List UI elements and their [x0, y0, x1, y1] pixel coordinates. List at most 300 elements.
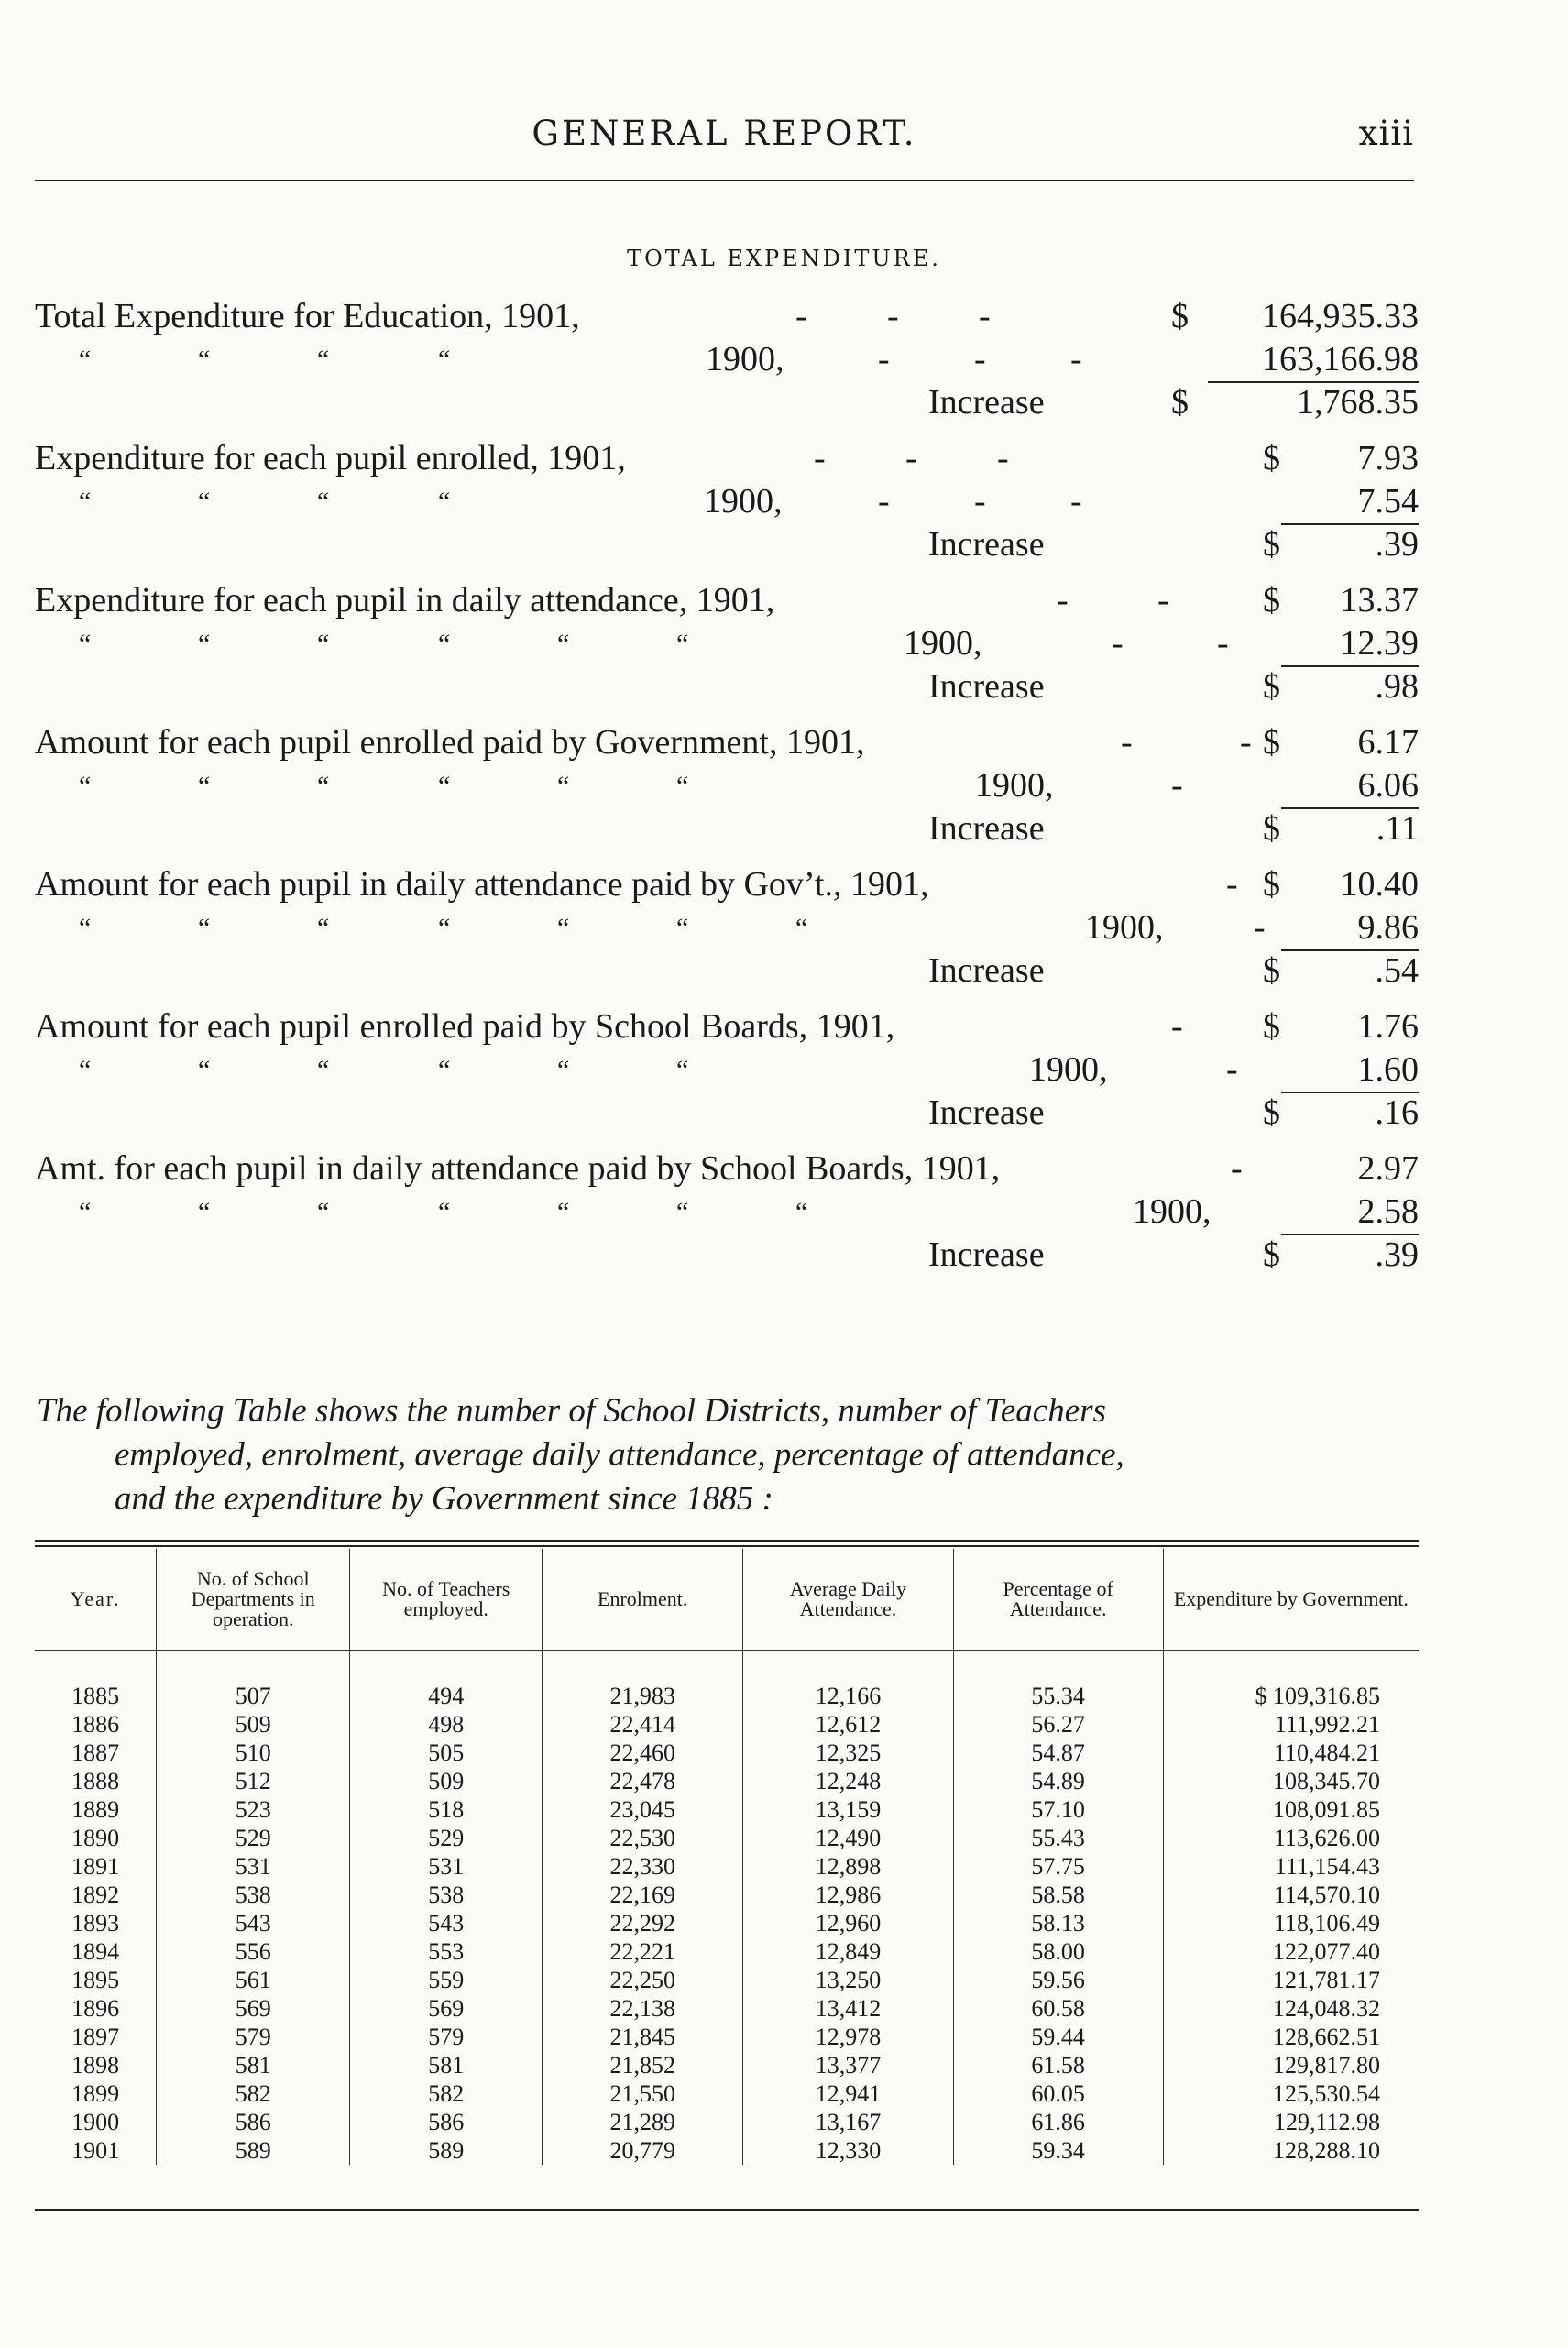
dollar-sign: $ — [1263, 865, 1280, 904]
ditto-mark: “ — [317, 629, 330, 659]
leader-dash: - — [1121, 723, 1133, 762]
leader-dash: - — [979, 297, 991, 335]
table-row — [35, 2023, 1419, 2051]
cell-percentage-attendance: 56.27 — [953, 1710, 1163, 1739]
leader-dash: - — [974, 482, 986, 521]
cell-percentage-attendance: 60.05 — [953, 2079, 1163, 2108]
cell-teachers: 589 — [350, 2136, 543, 2165]
cell-percentage-attendance: 59.34 — [953, 2136, 1163, 2165]
cell-enrolment: 22,250 — [543, 1966, 743, 1994]
increase-label: Increase — [928, 809, 1045, 848]
cell-year: 1896 — [71, 1995, 120, 2022]
leader-dash: - — [1057, 581, 1069, 620]
expenditure-label: Amount for each pupil enrolled paid by School Boards, 1901, — [35, 1007, 895, 1046]
cell-school-departments: 582 — [157, 2079, 350, 2108]
previous-value: 163,166.98 — [1262, 340, 1419, 379]
cell-enrolment: 22,169 — [543, 1881, 743, 1909]
leader-dash: - — [1254, 908, 1266, 947]
cell-teachers: 559 — [350, 1966, 543, 1994]
cell-school-departments: 543 — [157, 1909, 350, 1937]
cell-expenditure: 125,530.54 — [1163, 2079, 1419, 2108]
cell-school-departments: 569 — [157, 1994, 350, 2023]
dollar-sign: $ — [1263, 439, 1280, 477]
increase-label: Increase — [928, 1235, 1045, 1274]
expenditure-row — [35, 721, 1419, 764]
cell-enrolment: 21,550 — [543, 2079, 743, 2108]
cell-expenditure: 114,570.10 — [1163, 1881, 1419, 1909]
dollar-sign: $ — [1263, 809, 1280, 848]
ditto-mark: “ — [317, 345, 330, 375]
increase-label: Increase — [928, 1093, 1045, 1132]
cell-year: 1893 — [71, 1910, 120, 1937]
ditto-mark: “ — [198, 345, 211, 375]
cell-percentage-attendance: 61.86 — [953, 2108, 1163, 2136]
cell-enrolment: 22,330 — [543, 1852, 743, 1881]
ditto-mark: “ — [438, 1197, 451, 1227]
ditto-mark: “ — [557, 1197, 570, 1227]
expenditure-row — [35, 437, 1419, 480]
previous-year: 1900, — [704, 482, 783, 521]
previous-year: 1900, — [904, 624, 982, 663]
cell-percentage-attendance: 60.58 — [953, 1994, 1163, 2023]
cell-teachers: 494 — [350, 1682, 543, 1710]
table-spacer-row — [35, 1651, 1419, 1683]
ditto-mark: “ — [438, 771, 451, 801]
ditto-mark: “ — [795, 913, 808, 943]
cell-expenditure: 129,817.80 — [1163, 2051, 1419, 2079]
cell-enrolment: 22,414 — [543, 1710, 743, 1739]
column-header-school-departments: No. of School Departments in operation. — [157, 1549, 350, 1651]
table-row — [35, 1881, 1419, 1909]
increase-label: Increase — [928, 951, 1045, 990]
dollar-sign: $ — [1263, 1235, 1280, 1274]
ditto-mark: “ — [317, 487, 330, 517]
increase-row — [35, 1092, 1419, 1135]
ditto-mark: “ — [557, 771, 570, 801]
cell-expenditure: 110,484.21 — [1163, 1739, 1419, 1767]
dollar-sign: $ — [1263, 581, 1280, 620]
previous-year: 1900, — [706, 340, 784, 379]
leader-dash: - — [1226, 865, 1238, 904]
expenditure-row — [35, 579, 1419, 622]
cell-school-departments: 531 — [157, 1852, 350, 1881]
cell-year: 1900 — [71, 2109, 120, 2135]
cell-average-attendance: 12,941 — [743, 2079, 953, 2108]
leader-dash: - — [1231, 1149, 1243, 1188]
cell-year: 1898 — [71, 2052, 120, 2079]
table-header-row — [35, 1549, 1419, 1651]
expenditure-prev-row — [35, 480, 1419, 523]
ditto-mark: “ — [198, 1197, 211, 1227]
cell-school-departments: 538 — [157, 1881, 350, 1909]
table-cell — [953, 1651, 1163, 1683]
cell-enrolment: 22,530 — [543, 1824, 743, 1852]
increase-value: .16 — [1375, 1093, 1419, 1132]
ditto-mark: “ — [317, 1197, 330, 1227]
cell-percentage-attendance: 55.34 — [953, 1682, 1163, 1710]
cell-expenditure: 121,781.17 — [1163, 1966, 1419, 1994]
expenditure-label: Amount for each pupil in daily attendance paid by Gov’t., 1901, — [35, 865, 929, 904]
cell-year: 1897 — [71, 2024, 120, 2050]
cell-teachers: 543 — [350, 1909, 543, 1937]
column-header-enrolment: Enrolment. — [543, 1549, 743, 1651]
ditto-mark: “ — [438, 1055, 451, 1085]
cell-percentage-attendance: 57.75 — [953, 1852, 1163, 1881]
increase-label: Increase — [928, 667, 1045, 706]
cell-year: 1888 — [71, 1768, 120, 1794]
ditto-mark: “ — [557, 629, 570, 659]
previous-year: 1900, — [1133, 1192, 1212, 1231]
intro-line: and the expenditure by Government since 1885 : — [115, 1480, 773, 1518]
table-intro — [37, 1389, 1420, 1521]
increase-row — [35, 1234, 1419, 1277]
increase-label: Increase — [928, 525, 1045, 564]
cell-expenditure: 113,626.00 — [1163, 1824, 1419, 1852]
expenditure-value: 13.37 — [1340, 581, 1419, 620]
expenditure-value: 164,935.33 — [1262, 297, 1419, 335]
ditto-mark: “ — [438, 629, 451, 659]
cell-year: 1894 — [71, 1938, 120, 1965]
dollar-sign: $ — [1263, 951, 1280, 990]
cell-enrolment: 22,292 — [543, 1909, 743, 1937]
cell-enrolment: 22,138 — [543, 1994, 743, 2023]
cell-teachers: 569 — [350, 1994, 543, 2023]
leader-dash: - — [1157, 581, 1169, 620]
leader-dash: - — [1070, 340, 1082, 379]
cell-teachers: 498 — [350, 1710, 543, 1739]
cell-school-departments: 529 — [157, 1824, 350, 1852]
expenditure-value: 2.97 — [1357, 1149, 1419, 1188]
cell-school-departments: 523 — [157, 1795, 350, 1824]
cell-percentage-attendance: 54.89 — [953, 1767, 1163, 1795]
cell-expenditure: 108,345.70 — [1163, 1767, 1419, 1795]
cell-percentage-attendance: 59.44 — [953, 2023, 1163, 2051]
dollar-sign: $ — [1171, 297, 1189, 335]
ditto-mark: “ — [198, 629, 211, 659]
cell-year: 1889 — [71, 1796, 120, 1823]
cell-average-attendance: 13,167 — [743, 2108, 953, 2136]
table-row — [35, 1767, 1419, 1795]
cell-expenditure: 122,077.40 — [1163, 1937, 1419, 1966]
cell-school-departments: 512 — [157, 1767, 350, 1795]
cell-teachers: 509 — [350, 1767, 543, 1795]
cell-average-attendance: 13,250 — [743, 1966, 953, 1994]
table-row — [35, 2079, 1419, 2108]
cell-teachers: 505 — [350, 1739, 543, 1767]
leader-dash: - — [1240, 723, 1252, 762]
dollar-sign: $ — [1171, 383, 1189, 422]
expenditure-row — [35, 295, 1419, 338]
expenditure-label: Amount for each pupil enrolled paid by Government, 1901, — [35, 723, 865, 762]
column-header-expenditure: Expenditure by Government. — [1163, 1549, 1419, 1651]
cell-school-departments: 509 — [157, 1710, 350, 1739]
ditto-mark: “ — [79, 487, 92, 517]
cell-expenditure: 128,288.10 — [1163, 2136, 1419, 2165]
cell-year: 1885 — [71, 1683, 120, 1709]
cell-percentage-attendance: 55.43 — [953, 1824, 1163, 1852]
ditto-mark: “ — [438, 487, 451, 517]
table-row — [35, 1795, 1419, 1824]
page-title: GENERAL REPORT. — [532, 114, 917, 153]
cell-enrolment: 20,779 — [543, 2136, 743, 2165]
statistics-table — [35, 1549, 1419, 2165]
cell-percentage-attendance: 61.58 — [953, 2051, 1163, 2079]
table-row — [35, 2108, 1419, 2136]
expenditure-prev-row — [35, 764, 1419, 807]
cell-expenditure: 128,662.51 — [1163, 2023, 1419, 2051]
previous-year: 1900, — [1029, 1050, 1108, 1089]
previous-year: 1900, — [975, 766, 1054, 805]
cell-teachers: 586 — [350, 2108, 543, 2136]
cell-average-attendance: 12,490 — [743, 1824, 953, 1852]
increase-row — [35, 523, 1419, 566]
cell-expenditure: 118,106.49 — [1163, 1909, 1419, 1937]
expenditure-label: Amt. for each pupil in daily attendance paid by School Boards, 1901, — [35, 1149, 1001, 1188]
ditto-mark: “ — [676, 771, 689, 801]
cell-average-attendance: 12,986 — [743, 1881, 953, 1909]
increase-value: 1,768.35 — [1297, 383, 1419, 422]
cell-percentage-attendance: 57.10 — [953, 1795, 1163, 1824]
increase-row — [35, 807, 1419, 850]
cell-teachers: 531 — [350, 1852, 543, 1881]
cell-year: 1899 — [71, 2080, 120, 2107]
increase-row — [35, 665, 1419, 708]
expenditure-value: 1.76 — [1357, 1007, 1419, 1046]
increase-row — [35, 949, 1419, 993]
leader-dash: - — [878, 482, 890, 521]
intro-line: The following Table shows the number of School Districts, number of Teachers — [37, 1392, 1106, 1430]
cell-percentage-attendance: 59.56 — [953, 1966, 1163, 1994]
dollar-sign: $ — [1263, 525, 1280, 564]
expenditure-prev-row — [35, 1190, 1419, 1234]
leader-dash: - — [887, 297, 899, 335]
cell-average-attendance: 12,325 — [743, 1739, 953, 1767]
ditto-mark: “ — [557, 913, 570, 943]
dollar-sign: $ — [1263, 667, 1280, 706]
leader-dash: - — [1171, 766, 1183, 805]
ditto-mark: “ — [676, 1055, 689, 1085]
column-header-average-attendance: Average Daily Attendance. — [743, 1549, 953, 1651]
cell-school-departments: 586 — [157, 2108, 350, 2136]
table-row — [35, 2136, 1419, 2165]
cell-teachers: 579 — [350, 2023, 543, 2051]
cell-enrolment: 21,852 — [543, 2051, 743, 2079]
cell-average-attendance: 13,377 — [743, 2051, 953, 2079]
expenditure-prev-row — [35, 622, 1419, 665]
cell-teachers: 553 — [350, 1937, 543, 1966]
previous-value: 1.60 — [1357, 1050, 1419, 1089]
cell-average-attendance: 12,248 — [743, 1767, 953, 1795]
cell-school-departments: 561 — [157, 1966, 350, 1994]
cell-teachers: 538 — [350, 1881, 543, 1909]
cell-school-departments: 589 — [157, 2136, 350, 2165]
cell-average-attendance: 12,612 — [743, 1710, 953, 1739]
ditto-mark: “ — [557, 1055, 570, 1085]
cell-percentage-attendance: 54.87 — [953, 1739, 1163, 1767]
cell-average-attendance: 13,159 — [743, 1795, 953, 1824]
increase-value: .54 — [1375, 951, 1419, 990]
ditto-mark: “ — [198, 487, 211, 517]
ditto-mark: “ — [79, 1055, 92, 1085]
dollar-sign: $ — [1263, 1007, 1280, 1046]
cell-enrolment: 22,221 — [543, 1937, 743, 1966]
ditto-mark: “ — [79, 771, 92, 801]
leader-dash: - — [1112, 624, 1124, 663]
ditto-mark: “ — [795, 1197, 808, 1227]
ditto-mark: “ — [676, 913, 689, 943]
cell-percentage-attendance: 58.58 — [953, 1881, 1163, 1909]
cell-expenditure: $ 109,316.85 — [1163, 1682, 1419, 1710]
intro-line: employed, enrolment, average daily attendance, percentage of attendance, — [115, 1436, 1124, 1474]
ditto-mark: “ — [317, 771, 330, 801]
leader-dash: - — [1226, 1050, 1238, 1089]
ditto-mark: “ — [676, 629, 689, 659]
ditto-mark: “ — [79, 913, 92, 943]
expenditure-prev-row — [35, 906, 1419, 949]
ditto-mark: “ — [198, 913, 211, 943]
leader-dash: - — [814, 439, 826, 477]
column-header-percentage-attendance: Percentage of Attendance. — [953, 1549, 1163, 1651]
table-cell — [350, 1651, 543, 1683]
page-header — [35, 108, 1414, 163]
ditto-mark: “ — [79, 1197, 92, 1227]
ditto-mark: “ — [317, 1055, 330, 1085]
cell-teachers: 582 — [350, 2079, 543, 2108]
ditto-mark: “ — [676, 1197, 689, 1227]
expenditure-block — [35, 295, 1419, 1289]
cell-enrolment: 21,845 — [543, 2023, 743, 2051]
cell-school-departments: 507 — [157, 1682, 350, 1710]
leader-dash: - — [905, 439, 917, 477]
expenditure-value: 7.93 — [1357, 439, 1419, 477]
ditto-mark: “ — [317, 913, 330, 943]
table-row — [35, 1994, 1419, 2023]
table-bottom-rule — [35, 2209, 1419, 2211]
cell-year: 1901 — [71, 2137, 120, 2164]
leader-dash: - — [1070, 482, 1082, 521]
cell-school-departments: 581 — [157, 2051, 350, 2079]
ditto-mark: “ — [79, 345, 92, 375]
cell-average-attendance: 12,330 — [743, 2136, 953, 2165]
cell-average-attendance: 12,978 — [743, 2023, 953, 2051]
table-row — [35, 1909, 1419, 1937]
leader-dash: - — [974, 340, 986, 379]
previous-value: 6.06 — [1357, 766, 1419, 805]
cell-year: 1887 — [71, 1739, 120, 1766]
header-rule — [35, 180, 1414, 181]
increase-value: .39 — [1375, 1235, 1419, 1274]
expenditure-row — [35, 863, 1419, 906]
leader-dash: - — [878, 340, 890, 379]
cell-average-attendance: 12,849 — [743, 1937, 953, 1966]
previous-value: 9.86 — [1357, 908, 1419, 947]
table-row — [35, 1852, 1419, 1881]
table-row — [35, 1937, 1419, 1966]
cell-enrolment: 21,983 — [543, 1682, 743, 1710]
table-cell — [743, 1651, 953, 1683]
table-row — [35, 1824, 1419, 1852]
previous-value: 12.39 — [1340, 624, 1419, 663]
cell-expenditure: 111,154.43 — [1163, 1852, 1419, 1881]
expenditure-label: Expenditure for each pupil enrolled, 1901, — [35, 439, 626, 477]
section-title: TOTAL EXPENDITURE. — [627, 246, 941, 271]
cell-year: 1890 — [71, 1825, 120, 1851]
table-top-rule — [35, 1545, 1419, 1547]
ditto-mark: “ — [79, 629, 92, 659]
cell-school-departments: 579 — [157, 2023, 350, 2051]
cell-expenditure: 111,992.21 — [1163, 1710, 1419, 1739]
table-cell — [157, 1651, 350, 1683]
cell-year: 1895 — [71, 1967, 120, 1993]
table-row — [35, 1682, 1419, 1710]
table-row — [35, 1966, 1419, 1994]
dollar-sign: $ — [1263, 723, 1280, 762]
expenditure-label: Total Expenditure for Education, 1901, — [35, 297, 580, 335]
cell-percentage-attendance: 58.13 — [953, 1909, 1163, 1937]
cell-teachers: 518 — [350, 1795, 543, 1824]
leader-dash: - — [795, 297, 807, 335]
ditto-mark: “ — [198, 771, 211, 801]
table-cell — [543, 1651, 743, 1683]
dollar-sign: $ — [1263, 1093, 1280, 1132]
cell-average-attendance: 12,960 — [743, 1909, 953, 1937]
table-row — [35, 2051, 1419, 2079]
ditto-mark: “ — [438, 913, 451, 943]
cell-expenditure: 108,091.85 — [1163, 1795, 1419, 1824]
cell-expenditure: 124,048.32 — [1163, 1994, 1419, 2023]
leader-dash: - — [1217, 624, 1229, 663]
table-cell — [1163, 1651, 1419, 1683]
expenditure-prev-row — [35, 338, 1419, 381]
table-cell — [35, 1651, 157, 1683]
expenditure-value: 10.40 — [1340, 865, 1419, 904]
cell-expenditure: 129,112.98 — [1163, 2108, 1419, 2136]
leader-dash: - — [1171, 1007, 1183, 1046]
cell-year: 1892 — [71, 1882, 120, 1908]
table-row — [35, 1739, 1419, 1767]
ditto-mark: “ — [198, 1055, 211, 1085]
cell-enrolment: 23,045 — [543, 1795, 743, 1824]
table-row — [35, 1710, 1419, 1739]
column-header-year: Year. — [70, 1587, 121, 1610]
expenditure-value: 6.17 — [1357, 723, 1419, 762]
cell-school-departments: 510 — [157, 1739, 350, 1767]
cell-enrolment: 21,289 — [543, 2108, 743, 2136]
expenditure-prev-row — [35, 1048, 1419, 1092]
cell-average-attendance: 12,898 — [743, 1852, 953, 1881]
cell-enrolment: 22,478 — [543, 1767, 743, 1795]
ditto-mark: “ — [438, 345, 451, 375]
expenditure-row — [35, 1005, 1419, 1048]
leader-dash: - — [997, 439, 1009, 477]
table-top-rule — [35, 1540, 1419, 1542]
expenditure-label: Expenditure for each pupil in daily attendance, 1901, — [35, 581, 775, 620]
cell-percentage-attendance: 58.00 — [953, 1937, 1163, 1966]
increase-row — [35, 381, 1419, 424]
cell-teachers: 529 — [350, 1824, 543, 1852]
previous-value: 7.54 — [1357, 482, 1419, 521]
column-header-teachers: No. of Teachers employed. — [350, 1549, 543, 1651]
increase-label: Increase — [928, 383, 1045, 422]
page-number: xiii — [1358, 114, 1414, 153]
increase-value: .98 — [1375, 667, 1419, 706]
cell-teachers: 581 — [350, 2051, 543, 2079]
cell-school-departments: 556 — [157, 1937, 350, 1966]
expenditure-row — [35, 1147, 1419, 1190]
cell-year: 1886 — [71, 1711, 120, 1738]
cell-average-attendance: 12,166 — [743, 1682, 953, 1710]
previous-value: 2.58 — [1357, 1192, 1419, 1231]
